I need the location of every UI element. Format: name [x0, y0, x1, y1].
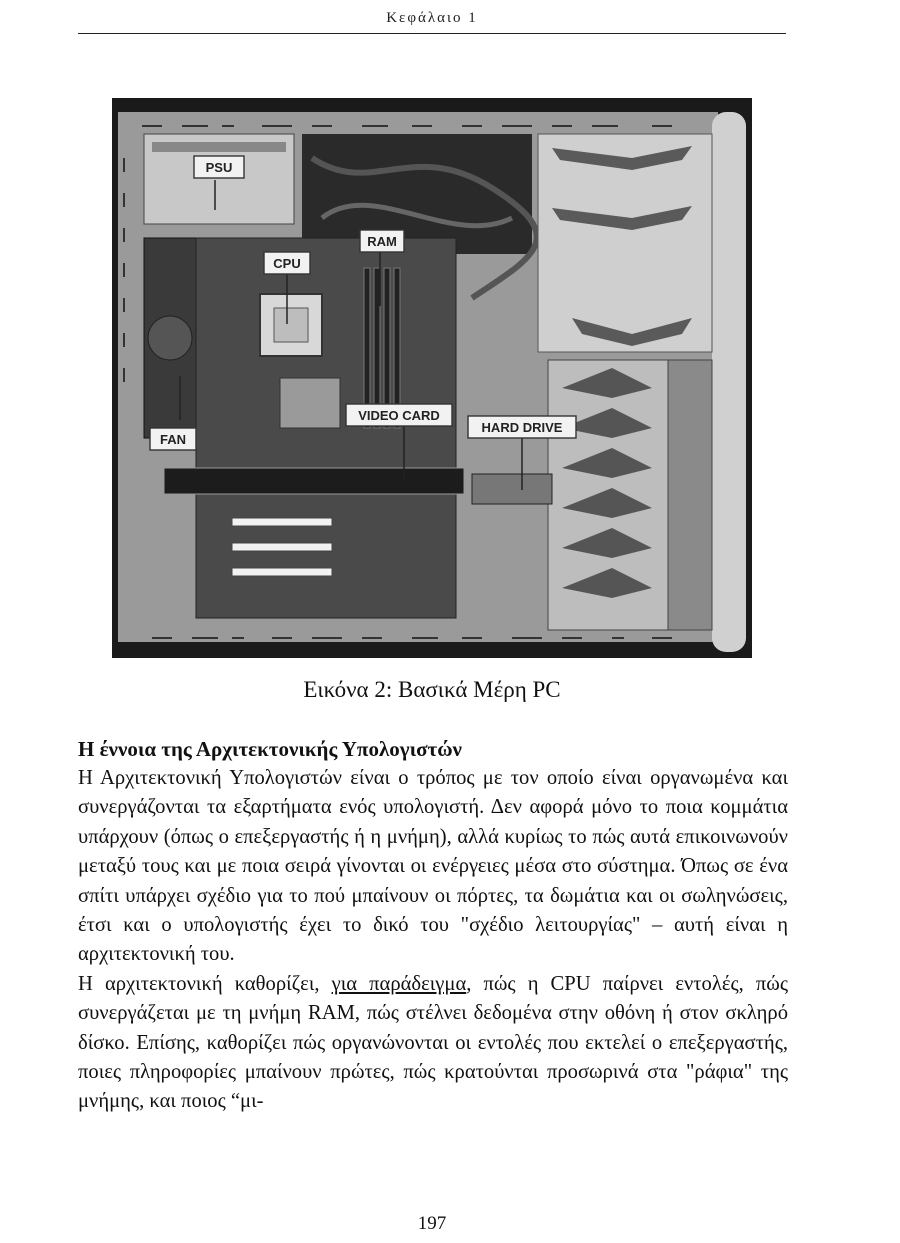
paragraph-2 — [78, 970, 788, 1117]
label-psu — [194, 156, 244, 178]
label-hard-drive-text: HARD DRIVE — [481, 420, 563, 435]
running-head: Κεφάλαιο 1 — [386, 10, 478, 26]
paragraph-2-start: Η αρχιτεκτονική καθορίζει, — [78, 972, 332, 995]
label-hard-drive — [468, 416, 576, 438]
section-architecture — [78, 735, 788, 1117]
label-video-card-text: VIDEO CARD — [358, 408, 440, 423]
label-ram — [360, 230, 404, 252]
label-psu-text: PSU — [205, 160, 233, 175]
hard-drive — [472, 474, 552, 504]
fan-hub — [148, 316, 192, 360]
psu-sticker — [152, 142, 286, 152]
label-fan-text: FAN — [160, 432, 186, 447]
paragraph-1: Η Αρχιτεκτονική Υπολογιστών είναι ο τρόπος με τον οποίο είναι οργανωμένα και συνεργάζονται τα εξαρτήματα ενός υπολογιστή. Δεν αφορά μόνο το ποια κομμάτια υπάρχουν (όπως ο επεξεργαστής ή η μνήμη), αλλά κυρίως το πώς αυτά επικοινωνούν μεταξύ τους και με ποια σειρά γίνονται οι ενέργειες μέσα στο σύστημα. Όπως σε ένα σπίτι υπάρχει σχέδιο για το πού μπαίνουν οι πόρτες, τα δωμάτια και οι σωληνώσεις, έτσι και ο υπολογιστής έχει το δικό του "σχέδιο λειτουργίας" – αυτή είναι η αρχιτεκτονική του. — [78, 767, 788, 966]
cpu-chip — [274, 308, 308, 342]
case-front-bezel — [712, 112, 746, 652]
label-cpu-text: CPU — [273, 256, 301, 271]
pc-parts-figure — [112, 98, 752, 658]
header-rule — [78, 33, 786, 34]
section-heading: Η έννοια της Αρχιτεκτονικής Υπολογιστών — [78, 737, 462, 761]
figure-caption: Εικόνα 2: Βασικά Μέρη PC — [303, 677, 561, 702]
video-card — [164, 468, 464, 494]
pc-case-illustration — [112, 98, 752, 658]
page-number: 197 — [417, 1213, 447, 1234]
label-ram-text: RAM — [367, 234, 397, 249]
chipset-heatsink — [280, 378, 340, 428]
underlined-example-phrase: για παράδειγμα — [331, 972, 467, 995]
label-fan — [150, 428, 196, 450]
label-video-card — [346, 404, 452, 426]
paragraph-2-rest: , πώς η CPU παίρνει εντολές, πώς συνεργάζεται με τη μνήμη RAM, πώς στέλνει δεδομένα στην οθόνη ή στον σκληρό δίσκο. Επίσης, καθορίζει πώς οργανώνονται οι εντολές που εκτελεί ο επεξεργαστής, ποιες πληροφορίες μπαίνουν πρώτες, πώς κρατούνται προσωρινά στα "ράφια" της μνήμης, και ποιος “μι- — [78, 972, 789, 1113]
rear-panel — [668, 360, 712, 630]
label-cpu — [264, 252, 310, 274]
